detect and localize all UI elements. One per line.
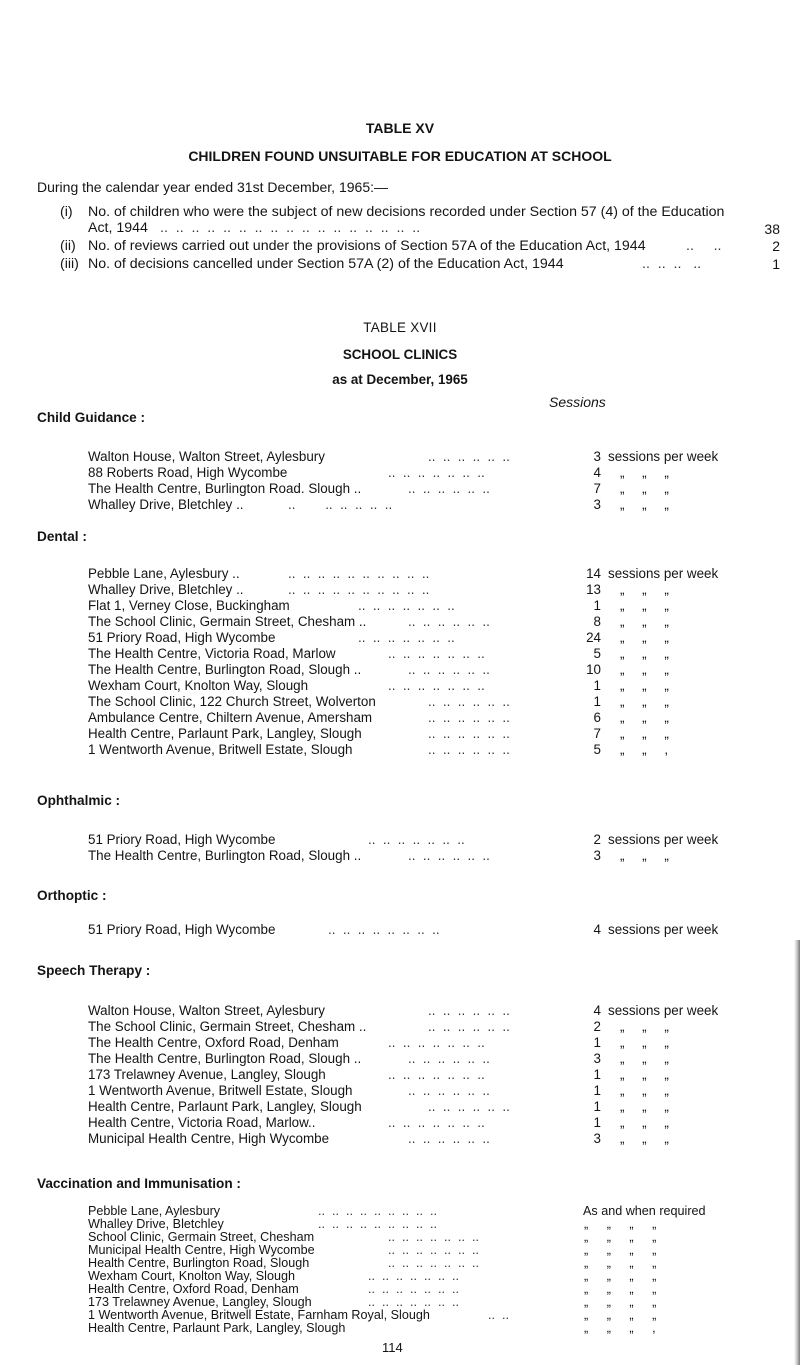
- section-heading-ophthalmic: Ophthalmic :: [37, 793, 121, 808]
- item-ii-num: (ii): [60, 238, 76, 254]
- item-i-value: 38: [764, 221, 780, 237]
- item-ii-leader: .. ..: [686, 238, 722, 254]
- table-row: The Health Centre, Burlington Road, Slough .. .. .. .. .. .. .. 3 „ „ „: [88, 848, 669, 863]
- item-iii-value: 1: [772, 256, 780, 272]
- table-row: Walton House, Walton Street, Aylesbury .. .. .. .. .. .. 3 sessions per week: [88, 449, 719, 464]
- scan-edge-shadow: [794, 940, 800, 1365]
- table-row: Health Centre, Oxford Road, Denham .. .. .. .. .. .. .. „ „ „ „: [88, 1282, 657, 1296]
- section-heading-vaccination: Vaccination and Immunisation :: [37, 1176, 241, 1191]
- table-row: The Health Centre, Burlington Road, Slough .. .. .. .. .. .. .. 10 „ „ „: [88, 662, 669, 677]
- table-row: Health Centre, Victoria Road, Marlow.. .. .. .. .. .. .. .. 1 „ „ „: [88, 1115, 669, 1130]
- item-i-leader: .. .. .. .. .. .. .. .. .. .. .. .. .. .. .. .. ..: [160, 220, 421, 236]
- table-row: School Clinic, Germain Street, Chesham .. .. .. .. .. .. .. „ „ „ „: [88, 1230, 657, 1244]
- sessions-header: Sessions: [549, 394, 606, 410]
- table-row: 51 Priory Road, High Wycombe .. .. .. .. .. .. .. 2 sessions per week: [88, 832, 719, 847]
- item-i-text-line2: Act, 1944: [88, 220, 148, 236]
- section-heading-orthoptic: Orthoptic :: [37, 888, 107, 903]
- table-row: Health Centre, Parlaunt Park, Langley, Slough .. .. .. .. .. .. 7 „ „ „: [88, 726, 669, 741]
- table-row: Whalley Drive, Bletchley .. .. .. .. .. .. .. .. .. „ „ „ „: [88, 1217, 657, 1231]
- table-row: The School Clinic, Germain Street, Chesham .. .. .. .. .. .. .. 2 „ „ „: [88, 1019, 669, 1034]
- table-row: The School Clinic, 122 Church Street, Wolverton .. .. .. .. .. .. 1 „ „ „: [88, 694, 669, 709]
- item-i-text-line1: No. of children who were the subject of new decisions recorded under Section 57 (4) of the Education: [88, 204, 725, 220]
- section-heading-speech-therapy: Speech Therapy :: [37, 963, 151, 978]
- table-row: Health Centre, Parlaunt Park, Langley, Slough .. .. .. .. .. .. 1 „ „ „: [88, 1099, 669, 1114]
- table-row: 51 Priory Road, High Wycombe .. .. .. .. .. .. .. 24 „ „ „: [88, 630, 669, 645]
- table-row: Wexham Court, Knolton Way, Slough .. .. .. .. .. .. .. 1 „ „ „: [88, 678, 669, 693]
- table-xv-label: TABLE XV: [365, 120, 435, 136]
- table-row: Health Centre, Burlington Road, Slough .. .. .. .. .. .. .. „ „ „ „: [88, 1256, 657, 1270]
- table-row: The Health Centre, Burlington Road. Slough .. .. .. .. .. .. .. 7 „ „ „: [88, 481, 669, 496]
- item-iii-leader: .. .. .. ..: [642, 256, 702, 272]
- table-row: Pebble Lane, Aylesbury .. .. .. .. .. .. .. .. .. As and when required: [88, 1204, 706, 1218]
- table-row: 1 Wentworth Avenue, Britwell Estate, Farnham Royal, Slough .. .. „ „ „ „: [88, 1308, 657, 1322]
- table-row: Walton House, Walton Street, Aylesbury .. .. .. .. .. .. 4 sessions per week: [88, 1003, 719, 1018]
- item-ii-value: 2: [772, 238, 780, 254]
- table-row: The Health Centre, Burlington Road, Slough .. .. .. .. .. .. .. 3 „ „ „: [88, 1051, 669, 1066]
- table-row: Municipal Health Centre, High Wycombe .. .. .. .. .. .. 3 „ „ „: [88, 1131, 669, 1146]
- table-row: The Health Centre, Oxford Road, Denham .. .. .. .. .. .. .. 1 „ „ „: [88, 1035, 669, 1050]
- table-xv-title: CHILDREN FOUND UNSUITABLE FOR EDUCATION AT SCHOOL: [188, 148, 612, 164]
- item-iii-num: (iii): [60, 256, 79, 272]
- section-heading-dental: Dental :: [37, 529, 87, 544]
- table-row: Whalley Drive, Bletchley .. .. .. .. .. .. .. .. .. .. .. 13 „ „ „: [88, 582, 669, 597]
- table-row: 1 Wentworth Avenue, Britwell Estate, Slough .. .. .. .. .. .. 1 „ „ „: [88, 1083, 669, 1098]
- table-row: 173 Trelawney Avenue, Langley, Slough .. .. .. .. .. .. .. 1 „ „ „: [88, 1067, 669, 1082]
- item-iii-text: No. of decisions cancelled under Section 57A (2) of the Education Act, 1944: [88, 256, 564, 272]
- table-row: 173 Trelawney Avenue, Langley, Slough .. .. .. .. .. .. .. „ „ „ „: [88, 1295, 657, 1309]
- table-xvii-subtitle: as at December, 1965: [332, 372, 468, 387]
- table-row: The School Clinic, Germain Street, Chesham .. .. .. .. .. .. .. 8 „ „ „: [88, 614, 669, 629]
- table-row: Pebble Lane, Aylesbury .. .. .. .. .. .. .. .. .. .. .. 14 sessions per week: [88, 566, 719, 581]
- table-row: Wexham Court, Knolton Way, Slough .. .. .. .. .. .. .. „ „ „ „: [88, 1269, 657, 1283]
- table-row: Ambulance Centre, Chiltern Avenue, Amersham .. .. .. .. .. .. 6 „ „ „: [88, 710, 669, 725]
- item-ii-text: No. of reviews carried out under the provisions of Section 57A of the Education Act, 1944: [88, 238, 646, 254]
- table-xvii-title: SCHOOL CLINICS: [342, 347, 458, 362]
- item-i-num: (i): [60, 204, 73, 220]
- page-number: 114: [382, 1340, 403, 1355]
- table-row: 51 Priory Road, High Wycombe .. .. .. .. .. .. .. .. 4 sessions per week: [88, 922, 719, 937]
- table-row: Flat 1, Verney Close, Buckingham .. .. .. .. .. .. .. 1 „ „ „: [88, 598, 669, 613]
- table-xvii-label: TABLE XVII: [363, 320, 437, 335]
- table-row: 1 Wentworth Avenue, Britwell Estate, Slough .. .. .. .. .. .. 5 „ „ ,: [88, 742, 669, 757]
- table-row: Whalley Drive, Bletchley .. .. .. .. .. .. .. 3 „ „ „: [88, 497, 669, 512]
- table-row: Municipal Health Centre, High Wycombe .. .. .. .. .. .. .. „ „ „ „: [88, 1243, 657, 1257]
- table-row: Health Centre, Parlaunt Park, Langley, Slough „ „ „ ,: [88, 1321, 656, 1335]
- table-row: The Health Centre, Victoria Road, Marlow .. .. .. .. .. .. .. 5 „ „ „: [88, 646, 669, 661]
- section-heading-child-guidance: Child Guidance :: [37, 410, 145, 425]
- table-xv-intro: During the calendar year ended 31st December, 1965:—: [37, 179, 388, 195]
- table-row: 88 Roberts Road, High Wycombe .. .. .. .. .. .. .. 4 „ „ „: [88, 465, 669, 480]
